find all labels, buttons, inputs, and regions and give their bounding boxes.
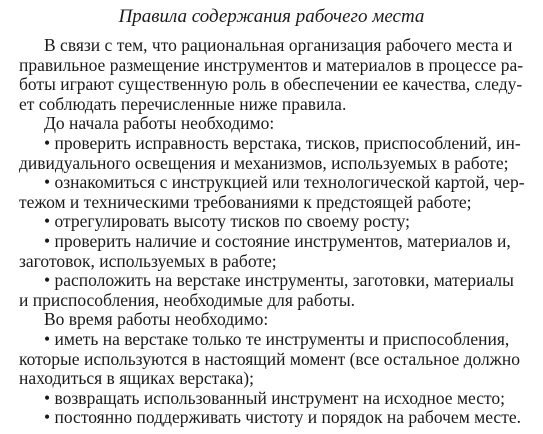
text-line: и приспособления, необходимые для работы. xyxy=(19,289,356,310)
list-item: • проверить наличие и состояние инструментов, материалов и, xyxy=(44,231,511,251)
list-item: • проверить исправность верстака, тисков, приспособлений, ин- xyxy=(44,133,521,153)
text-line: ет соблюдать перечисленные ниже правила. xyxy=(19,93,347,114)
text-line: В связи с тем, что рациональная организация рабочего места и xyxy=(44,35,513,55)
text-line: тежом и техническими требованиями к предстоящей работе; xyxy=(19,191,472,212)
list-item: • иметь на верстаке только те инструменты и приспособления, xyxy=(44,329,510,349)
list-item: • возвращать использованный инструмент на исходное место; xyxy=(44,387,506,408)
section-heading: До начала работы необходимо: xyxy=(44,113,275,134)
list-item: • постоянно поддерживать чистоту и порядок на рабочем месте. xyxy=(44,407,521,428)
text-line: правильное размещение инструментов и материалов в процессе ра- xyxy=(19,54,524,75)
document-title: Правила содержания рабочего места xyxy=(118,6,425,27)
text-line: боты играют существенную роль в обеспечении ее качества, следу- xyxy=(19,74,523,95)
text-line: дивидуального освещения и механизмов, используемых в работе; xyxy=(19,152,509,173)
list-item: • расположить на верстаке инструменты, заготовки, материалы xyxy=(44,270,514,291)
section-heading: Во время работы необходимо: xyxy=(44,309,269,330)
text-line: которые используются в настоящий момент (все остальное должно xyxy=(19,348,520,369)
list-item: • ознакомиться с инструкцией или технологической картой, чер- xyxy=(44,172,525,193)
text-line: заготовок, используемых в работе; xyxy=(19,250,277,271)
text-line: находиться в ящиках верстака); xyxy=(19,368,254,389)
list-item: • отрегулировать высоту тисков по своему росту; xyxy=(44,211,410,232)
